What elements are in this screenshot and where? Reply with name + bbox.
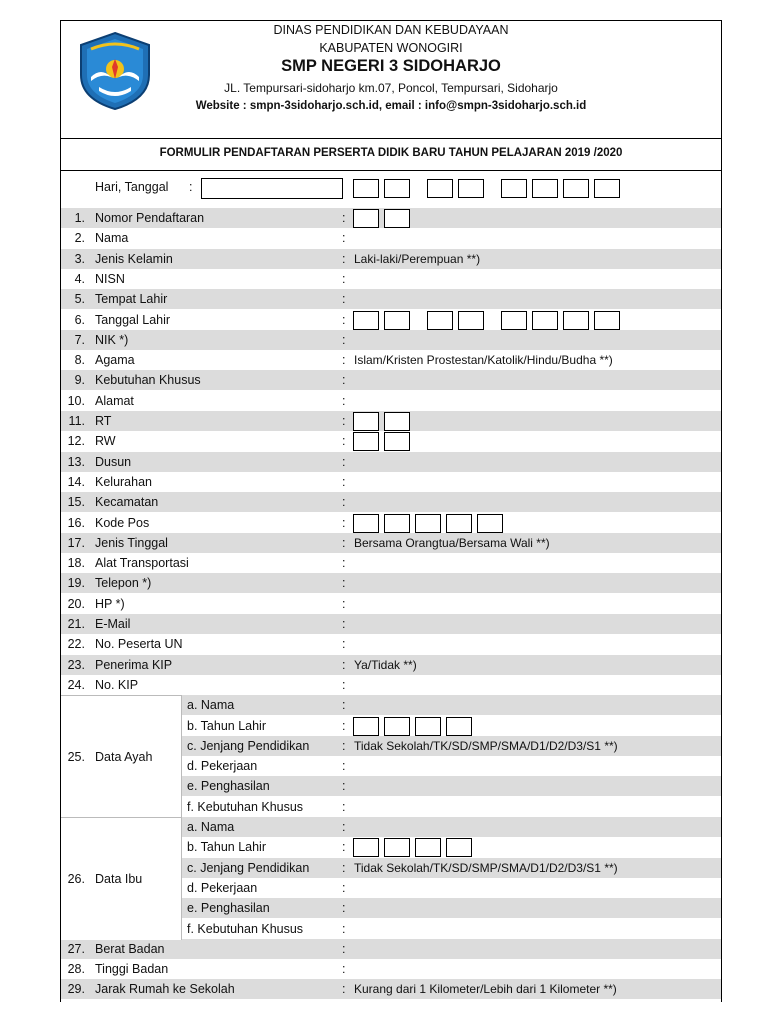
row-colon: : xyxy=(342,921,346,936)
row-colon: : xyxy=(342,576,346,591)
row-colon: : xyxy=(342,251,346,266)
row-label: E-Mail xyxy=(95,617,131,631)
row-value-field[interactable] xyxy=(354,289,714,309)
row-colon: : xyxy=(342,617,346,631)
row-number: 20. xyxy=(67,596,85,611)
form-row xyxy=(61,959,721,979)
row-label: No. KIP xyxy=(95,677,139,692)
row-label: Tempat Lahir xyxy=(95,292,168,307)
digit-box[interactable] xyxy=(532,179,558,198)
form-frame xyxy=(60,20,722,1002)
row-value[interactable]: Kurang dari 1 Kilometer/Lebih dari 1 Kilometer **) xyxy=(354,982,617,997)
digit-box[interactable] xyxy=(353,179,379,198)
row-number: 29. xyxy=(67,982,85,997)
row-number: 27. xyxy=(67,941,85,956)
row-colon: : xyxy=(342,515,346,530)
row-number: 21. xyxy=(67,617,85,631)
form-row xyxy=(61,939,721,959)
row-colon: : xyxy=(342,840,346,855)
row-value-field[interactable] xyxy=(354,553,714,573)
row-value-field[interactable] xyxy=(354,695,714,715)
row-value-field[interactable] xyxy=(354,898,714,918)
row-number: 6. xyxy=(74,312,85,327)
row-colon: : xyxy=(342,698,346,713)
row-value-field[interactable] xyxy=(354,797,714,817)
row-label: Nama xyxy=(95,231,129,246)
row-value-field[interactable] xyxy=(354,330,714,350)
row-label: Jarak Rumah ke Sekolah xyxy=(95,982,235,997)
row-colon: : xyxy=(342,941,346,956)
digit-box[interactable] xyxy=(563,179,589,198)
row-colon: : xyxy=(342,820,346,834)
row-value[interactable]: Laki-laki/Perempuan **) xyxy=(354,251,481,266)
row-value[interactable]: Tidak Sekolah/TK/SD/SMP/SMA/D1/D2/D3/S1 **) xyxy=(354,860,618,875)
row-colon: : xyxy=(342,535,346,550)
form-row xyxy=(61,573,721,593)
row-value-field[interactable] xyxy=(354,228,714,248)
row-label: NISN xyxy=(95,271,125,286)
digit-box[interactable] xyxy=(353,209,379,228)
row-colon: : xyxy=(342,393,346,408)
row-number: 28. xyxy=(67,962,85,977)
row-number: 3. xyxy=(74,251,85,266)
row-number: 17. xyxy=(67,535,85,550)
row-number: 19. xyxy=(67,576,85,591)
row-label: Alamat xyxy=(95,393,134,408)
digit-box[interactable] xyxy=(446,717,472,736)
row-colon: : xyxy=(342,962,346,977)
row-value-field[interactable] xyxy=(354,573,714,593)
form-row xyxy=(61,391,721,411)
row-label: Tinggi Badan xyxy=(95,962,169,977)
form-row xyxy=(61,655,721,675)
digit-box[interactable] xyxy=(477,514,503,533)
row-number: 2. xyxy=(74,231,85,246)
row-value[interactable]: Bersama Orangtua/Bersama Wali **) xyxy=(354,535,550,550)
row-label: Kecamatan xyxy=(95,495,159,510)
row-value-field[interactable] xyxy=(354,919,714,939)
digit-box[interactable] xyxy=(353,717,379,736)
group-cell xyxy=(61,817,182,940)
row-label: Dusun xyxy=(95,454,132,469)
form-row xyxy=(61,228,721,248)
row-number: 4. xyxy=(74,271,85,286)
digit-box[interactable] xyxy=(353,514,379,533)
digit-box[interactable] xyxy=(384,412,410,431)
digit-box[interactable] xyxy=(563,311,589,330)
row-colon: : xyxy=(342,231,346,246)
row-number: 9. xyxy=(74,373,85,388)
row-label: Jenis Kelamin xyxy=(95,251,173,266)
row-label: a. Nama xyxy=(187,698,235,713)
row-label: Agama xyxy=(95,353,135,368)
row-colon: : xyxy=(342,271,346,286)
row-number: 14. xyxy=(67,474,85,489)
row-colon: : xyxy=(342,982,346,997)
group-label: Data Ibu xyxy=(95,871,143,886)
row-label: e. Penghasilan xyxy=(187,901,270,916)
row-label: f. Kebutuhan Khusus xyxy=(187,799,304,814)
row-number: 5. xyxy=(74,292,85,307)
form-row xyxy=(61,350,721,370)
digit-box[interactable] xyxy=(415,717,441,736)
digit-box[interactable] xyxy=(415,514,441,533)
row-label: HP *) xyxy=(95,596,125,611)
row-label: d. Pekerjaan xyxy=(187,880,258,895)
letterhead xyxy=(61,21,721,139)
row-number: 15. xyxy=(67,495,85,510)
digit-box[interactable] xyxy=(353,412,379,431)
digit-box[interactable] xyxy=(458,311,484,330)
form-row xyxy=(61,492,721,512)
row-colon: : xyxy=(342,292,346,307)
digit-box[interactable] xyxy=(384,838,410,857)
group-number: 25. xyxy=(67,750,85,765)
form-row xyxy=(61,675,721,695)
row-value-field[interactable] xyxy=(354,269,714,289)
row-colon: : xyxy=(342,677,346,692)
row-label: d. Pekerjaan xyxy=(187,759,258,774)
group-number: 26. xyxy=(67,871,85,886)
row-number: 23. xyxy=(67,657,85,672)
row-value-field[interactable] xyxy=(354,452,714,472)
form-row xyxy=(61,594,721,614)
row-label: Kebutuhan Khusus xyxy=(95,373,201,388)
row-colon: : xyxy=(342,556,346,571)
row-label: Telepon *) xyxy=(95,576,152,591)
row-label: Kelurahan xyxy=(95,474,152,489)
row-number: 16. xyxy=(67,515,85,530)
form-row xyxy=(61,310,721,330)
header-regency: KABUPATEN WONOGIRI xyxy=(319,41,463,55)
digit-box[interactable] xyxy=(415,838,441,857)
digit-box[interactable] xyxy=(353,311,379,330)
row-colon: : xyxy=(342,332,346,347)
digit-box[interactable] xyxy=(384,514,410,533)
row-colon: : xyxy=(342,373,346,388)
digit-box[interactable] xyxy=(446,838,472,857)
row-number: 22. xyxy=(67,637,85,652)
digit-box[interactable] xyxy=(427,179,453,198)
row-label: Tanggal Lahir xyxy=(95,312,171,327)
row-label: Kode Pos xyxy=(95,515,150,530)
school-name: SMP NEGERI 3 SIDOHARJO xyxy=(281,57,501,75)
row-number: 12. xyxy=(67,434,85,449)
group-cell xyxy=(61,695,182,818)
row-label: No. Peserta UN xyxy=(95,637,183,652)
digit-box[interactable] xyxy=(532,311,558,330)
form-title: FORMULIR PENDAFTARAN PERSERTA DIDIK BARU TAHUN PELAJARAN 2019 /2020 xyxy=(61,138,721,171)
row-value-field[interactable] xyxy=(354,776,714,796)
row-label: Jenis Tinggal xyxy=(95,535,168,550)
row-value-field[interactable] xyxy=(354,492,714,512)
hari-tanggal-row xyxy=(61,171,721,207)
row-label: c. Jenjang Pendidikan xyxy=(187,738,310,753)
row-label: Berat Badan xyxy=(95,941,165,956)
row-number: 18. xyxy=(67,556,85,571)
row-colon: : xyxy=(342,738,346,753)
row-colon: : xyxy=(342,474,346,489)
digit-box[interactable] xyxy=(501,179,527,198)
digit-box[interactable] xyxy=(501,311,527,330)
row-colon: : xyxy=(342,353,346,368)
row-value[interactable]: Islam/Kristen Prostestan/Katolik/Hindu/Budha **) xyxy=(354,353,613,368)
row-label: f. Kebutuhan Khusus xyxy=(187,921,304,936)
row-value-field[interactable] xyxy=(354,939,714,959)
row-colon: : xyxy=(342,759,346,774)
row-colon: : xyxy=(342,880,346,895)
digit-box[interactable] xyxy=(353,838,379,857)
row-label: RW xyxy=(95,434,116,449)
row-colon: : xyxy=(342,860,346,875)
row-value-field[interactable] xyxy=(354,594,714,614)
row-number: 1. xyxy=(74,211,85,225)
row-number: 7. xyxy=(74,332,85,347)
row-colon: : xyxy=(342,637,346,652)
digit-box[interactable] xyxy=(384,179,410,198)
row-colon: : xyxy=(342,434,346,449)
form-row xyxy=(61,431,721,451)
row-value-field[interactable] xyxy=(354,878,714,898)
row-label: Penerima KIP xyxy=(95,657,173,672)
row-colon: : xyxy=(342,414,346,428)
row-value-field[interactable] xyxy=(354,675,714,695)
row-label: e. Penghasilan xyxy=(187,779,270,794)
digit-box[interactable] xyxy=(384,432,410,451)
digit-box[interactable] xyxy=(384,209,410,228)
row-label: b. Tahun Lahir xyxy=(187,718,266,733)
row-colon: : xyxy=(342,799,346,814)
row-value-field[interactable] xyxy=(354,817,714,837)
header-agency: DINAS PENDIDIKAN DAN KEBUDAYAAN xyxy=(273,23,509,37)
hari-colon: : xyxy=(189,180,193,194)
hari-label: Hari, Tanggal xyxy=(95,180,169,194)
group-label: Data Ayah xyxy=(95,750,153,765)
form-row xyxy=(61,513,721,533)
form-row xyxy=(61,553,721,573)
row-value[interactable]: Tidak Sekolah/TK/SD/SMP/SMA/D1/D2/D3/S1 **) xyxy=(354,738,618,753)
row-value-field[interactable] xyxy=(354,959,714,979)
digit-box[interactable] xyxy=(594,311,620,330)
digit-box[interactable] xyxy=(384,717,410,736)
school-contact: Website : smpn-3sidoharjo.sch.id, email : info@smpn-3sidoharjo.sch.id xyxy=(195,100,587,112)
form-row xyxy=(61,269,721,289)
digit-box[interactable] xyxy=(446,514,472,533)
row-value-field[interactable] xyxy=(354,370,714,390)
row-number: 10. xyxy=(67,393,85,408)
digit-box[interactable] xyxy=(458,179,484,198)
form-row xyxy=(61,979,721,999)
row-label: b. Tahun Lahir xyxy=(187,840,266,855)
row-number: 13. xyxy=(67,454,85,469)
row-number: 24. xyxy=(67,677,85,692)
row-colon: : xyxy=(342,454,346,469)
row-colon: : xyxy=(342,596,346,611)
row-colon: : xyxy=(342,901,346,916)
row-value-field[interactable] xyxy=(354,472,714,492)
digit-box[interactable] xyxy=(594,179,620,198)
form-row xyxy=(61,289,721,309)
row-colon: : xyxy=(342,211,346,225)
row-colon: : xyxy=(342,718,346,733)
form-row xyxy=(61,533,721,553)
digit-box[interactable] xyxy=(384,311,410,330)
row-label: Nomor Pendaftaran xyxy=(95,211,205,225)
form-row xyxy=(61,472,721,492)
digit-box[interactable] xyxy=(353,432,379,451)
row-label: RT xyxy=(95,414,112,428)
form-row xyxy=(61,411,721,431)
row-label: c. Jenjang Pendidikan xyxy=(187,860,310,875)
form-row xyxy=(61,330,721,350)
row-value[interactable]: Ya/Tidak **) xyxy=(354,657,417,672)
row-label: NIK *) xyxy=(95,332,129,347)
row-value-field[interactable] xyxy=(354,391,714,411)
hari-input[interactable] xyxy=(201,178,343,199)
row-number: 11. xyxy=(68,414,85,428)
row-value-field[interactable] xyxy=(354,634,714,654)
row-colon: : xyxy=(342,312,346,327)
row-colon: : xyxy=(342,495,346,510)
digit-box[interactable] xyxy=(427,311,453,330)
row-label: a. Nama xyxy=(187,820,235,834)
form-row xyxy=(61,208,721,228)
form-row xyxy=(61,634,721,654)
row-colon: : xyxy=(342,779,346,794)
row-number: 8. xyxy=(74,353,85,368)
form-row xyxy=(61,614,721,634)
row-value-field[interactable] xyxy=(354,614,714,634)
form-row xyxy=(61,452,721,472)
form-row xyxy=(61,249,721,269)
school-address: JL. Tempursari-sidoharjo km.07, Poncol, Tempursari, Sidoharjo xyxy=(224,81,558,95)
row-value-field[interactable] xyxy=(354,756,714,776)
row-label: Alat Transportasi xyxy=(95,556,189,571)
tut-wuri-handayani-logo-icon xyxy=(77,31,153,111)
form-row xyxy=(61,370,721,390)
row-colon: : xyxy=(342,657,346,672)
